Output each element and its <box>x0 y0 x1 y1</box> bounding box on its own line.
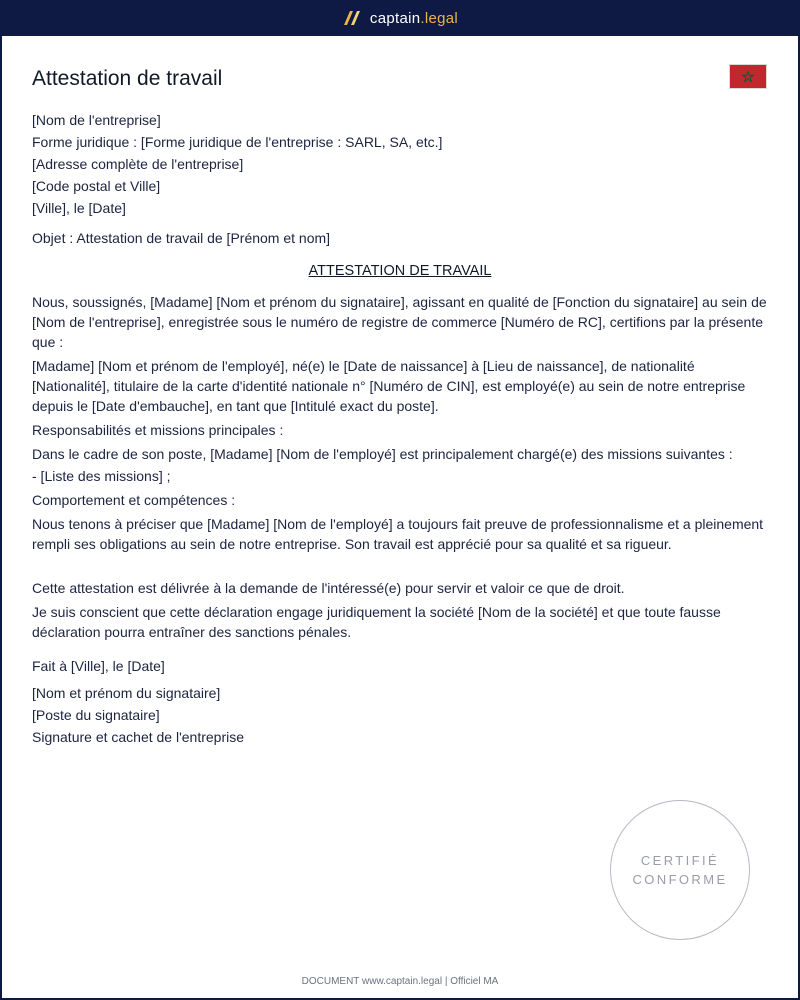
company-city-date: [Ville], le [Date] <box>32 200 126 216</box>
document-footer: DOCUMENT www.captain.legal | Officiel MA <box>301 976 499 987</box>
seal-line-2: CONFORME <box>632 872 728 887</box>
paragraph-employee: [Madame] [Nom et prénom de l'employé], né(e) le [Date de naissance] à [Lieu de naissance], de nationalité [Nationalité], titulaire de la carte d'identité nationale n° [Numéro de CIN], est employé(e) au sein de notre entreprise depuis le [Date d'embauche], en tant que [Intitulé exact du poste]. <box>32 358 746 414</box>
company-name: [Nom de l'entreprise] <box>32 112 161 128</box>
company-postal-city: [Code postal et Ville] <box>32 178 161 194</box>
subject-line: Objet : Attestation de travail de [Prénom et nom] <box>32 230 331 246</box>
signatory-name: [Nom et prénom du signataire] <box>32 685 221 701</box>
certified-seal <box>610 800 750 940</box>
section-behavior-text: Nous tenons à préciser que [Madame] [Nom de l'employé] a toujours fait preuve de professionnalisme et a pleinement rempli ses obligations au sein de notre entreprise. Son travail est apprécié pour sa qualité et sa rigueur. <box>32 516 764 552</box>
captain-legal-logo-icon <box>342 10 362 26</box>
signature-block <box>32 682 772 748</box>
paragraph-declaration: Je suis conscient que cette déclaration engage juridiquement la société [Nom de la société] et que toute fausse déclaration pourra entraîner des sanctions pénales. <box>32 604 721 640</box>
section-responsibilities-text: Dans le cadre de son poste, [Madame] [Nom de l'employé] est principalement chargé(e) des missions suivantes : <box>32 446 733 462</box>
top-bar <box>0 0 800 36</box>
document-title: Attestation de travail <box>32 67 223 90</box>
signature-stamp-label: Signature et cachet de l'entreprise <box>32 729 245 745</box>
paragraph-declarants: Nous, soussignés, [Madame] [Nom et prénom du signataire], agissant en qualité de [Fonction du signataire] au sein de [Nom de l'entreprise], enregistrée sous le numéro de registre de commerce [Numéro de RC], certifions par la présente que : <box>32 294 767 350</box>
place-date: Fait à [Ville], le [Date] <box>32 658 165 674</box>
section-behavior-title: Comportement et compétences : <box>32 492 236 508</box>
signatory-position: [Poste du signataire] <box>32 707 160 723</box>
missions-list: - [Liste des missions] ; <box>32 468 171 484</box>
attestation-heading: ATTESTATION DE TRAVAIL <box>308 263 492 279</box>
seal-line-1: CERTIFIÉ <box>640 853 720 868</box>
brand-logo[interactable] <box>342 10 458 27</box>
morocco-flag-icon <box>729 64 767 89</box>
company-info <box>32 109 772 219</box>
paragraph-purpose: Cette attestation est délivrée à la demande de l'intéressé(e) pour servir et valoir ce que de droit. <box>32 580 625 596</box>
company-legal-form: Forme juridique : [Forme juridique de l'entreprise : SARL, SA, etc.] <box>32 134 443 150</box>
section-responsibilities-title: Responsabilités et missions principales : <box>32 422 284 438</box>
company-address: [Adresse complète de l'entreprise] <box>32 156 244 172</box>
brand-name: captain.legal <box>369 9 459 27</box>
document-page <box>2 36 798 998</box>
